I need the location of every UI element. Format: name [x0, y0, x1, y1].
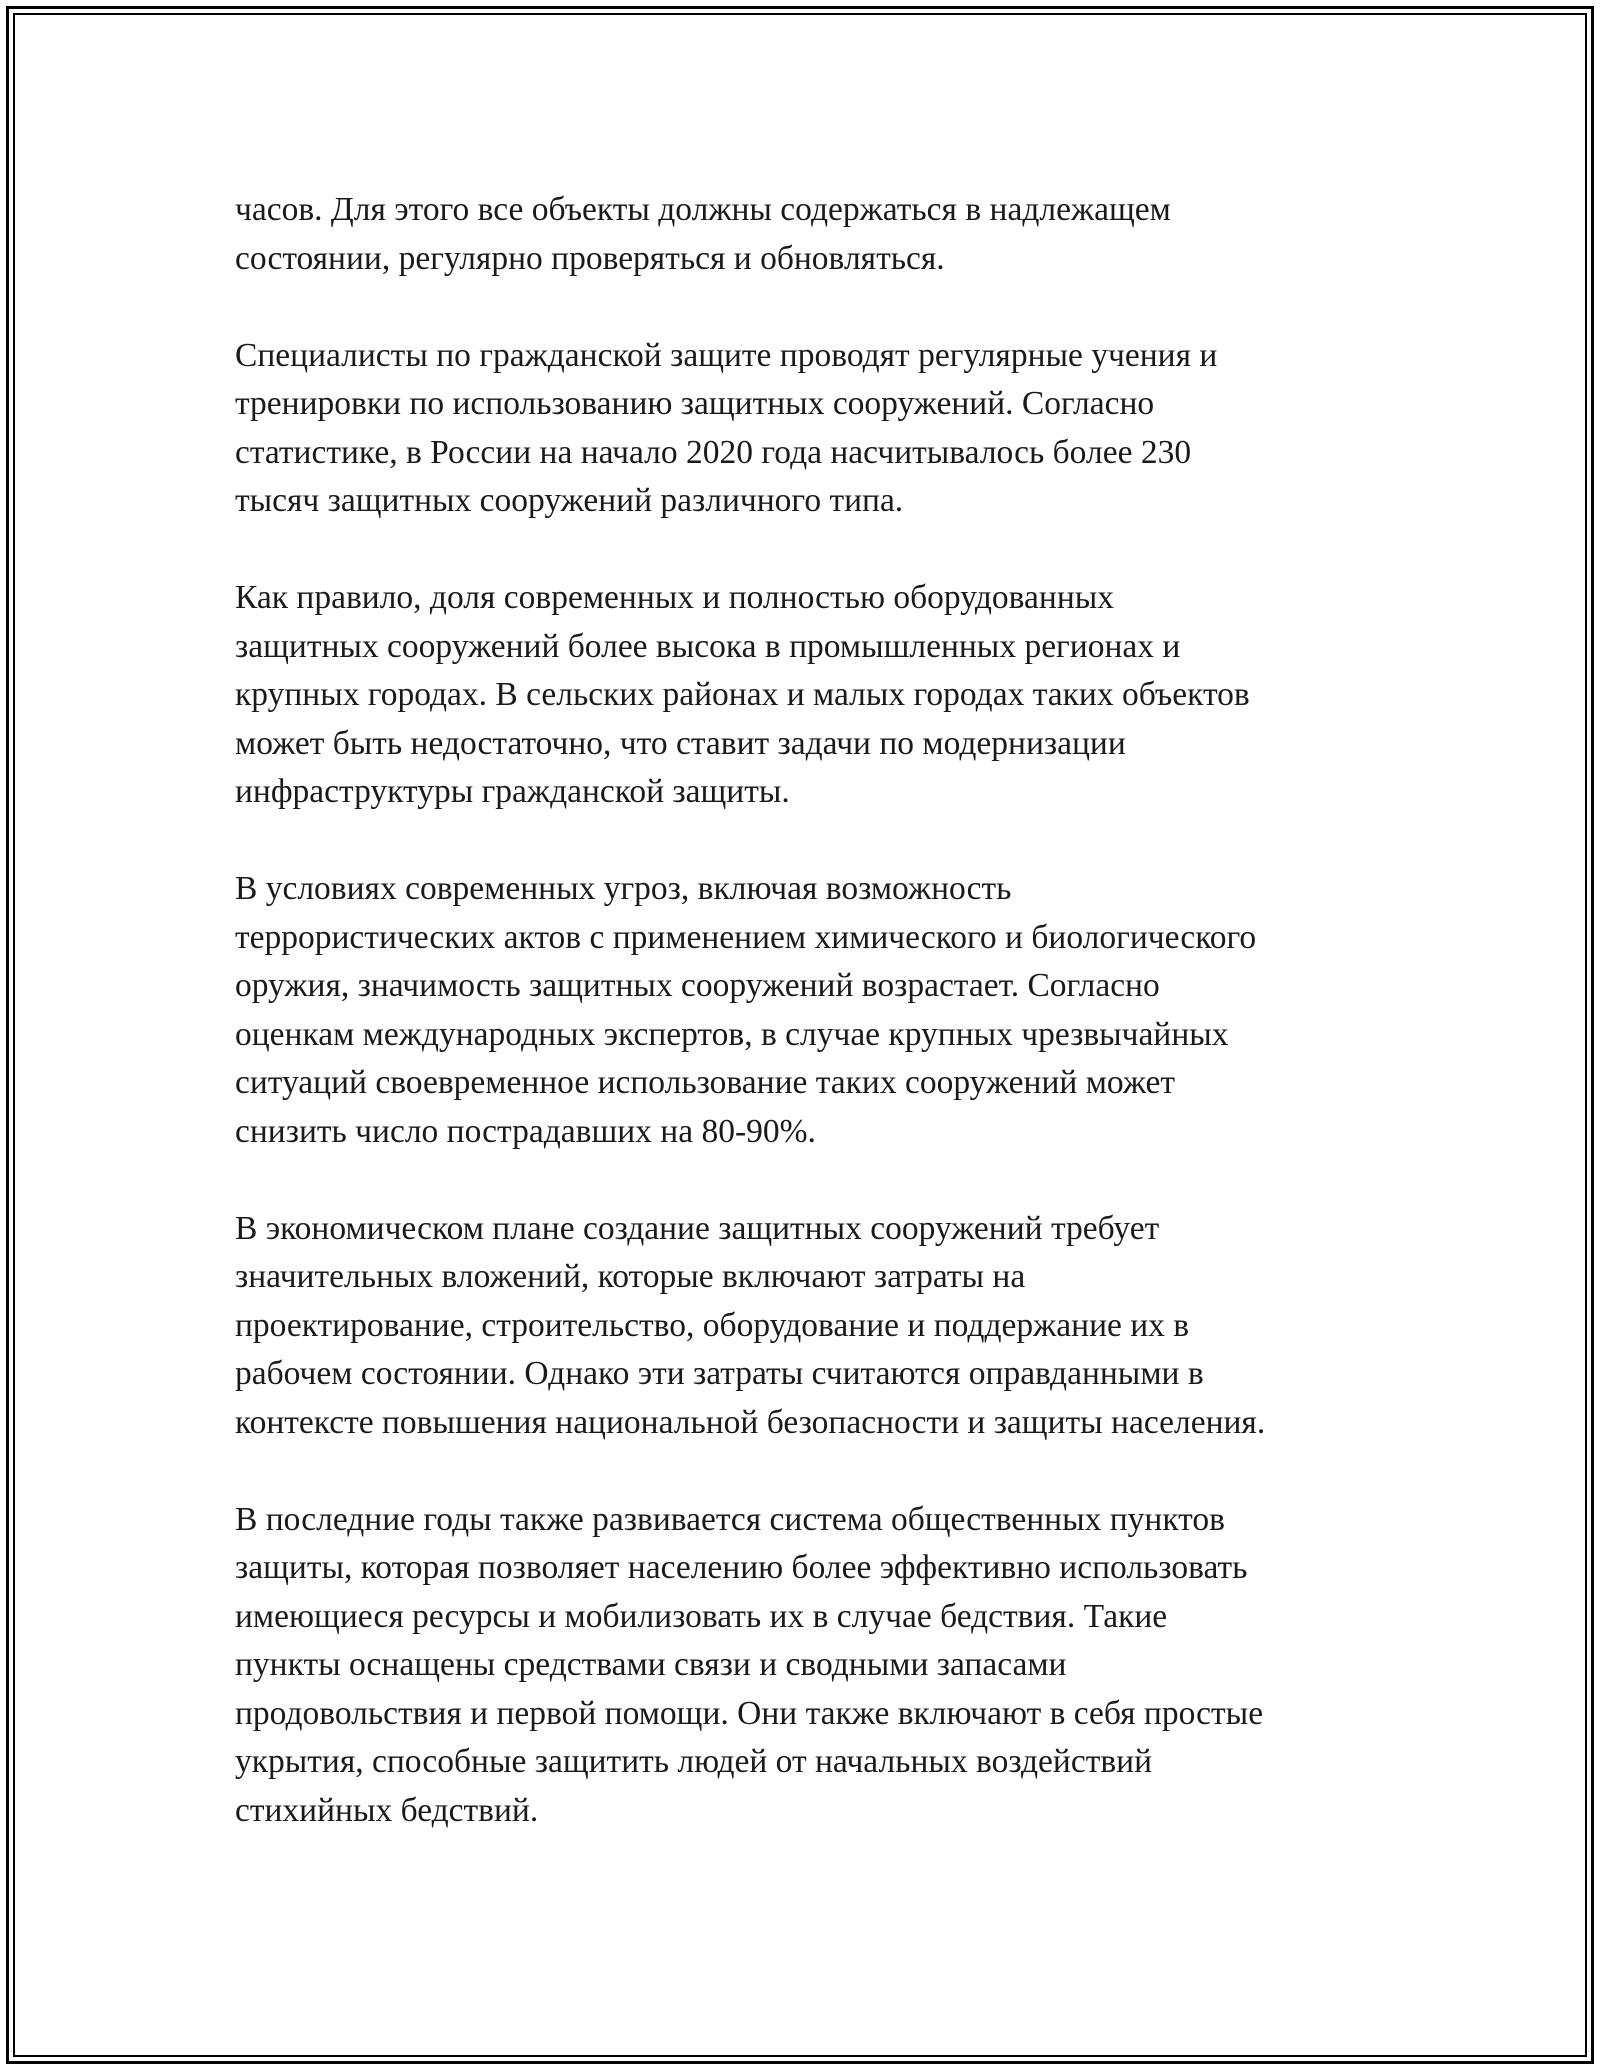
- text-line: тысяч защитных сооружений различного типа.: [235, 482, 904, 519]
- text-line: может быть недостаточно, что ставит задачи по модернизации: [235, 724, 1126, 762]
- text-line: В последние годы также развивается система общественных пунктов: [235, 1500, 1225, 1538]
- text-line: часов. Для этого все объекты должны содержаться в надлежащем: [235, 191, 1171, 228]
- text-line: Специалисты по гражданской защите проводят регулярные учения и: [235, 336, 1218, 374]
- text-line: укрытия, способные защитить людей от начальных воздействий: [235, 1743, 1153, 1780]
- text-line: В экономическом плане создание защитных сооружений требует: [235, 1209, 1160, 1247]
- text-line: снизить число пострадавших на 80-90%.: [235, 1112, 816, 1150]
- text-line: защиты, которая позволяет населению более эффективно использовать: [235, 1549, 1248, 1586]
- paragraph: [235, 332, 1375, 526]
- document-body: [235, 186, 1375, 1884]
- paragraph: [235, 574, 1375, 817]
- text-line: Как правило, доля современных и полностью оборудованных: [235, 579, 1114, 616]
- text-line: значительных вложений, которые включают затраты на: [235, 1258, 1026, 1295]
- text-line: тренировки по использованию защитных сооружений. Согласно: [235, 385, 1155, 422]
- text-line: состоянии, регулярно проверяться и обновляться.: [235, 239, 945, 277]
- text-line: террористических актов с применением химического и биологического: [235, 918, 1257, 956]
- paragraph: [235, 186, 1375, 283]
- text-line: инфраструктуры гражданской защиты.: [235, 773, 790, 810]
- text-line: проектирование, строительство, оборудование и поддержание их в: [235, 1306, 1190, 1344]
- text-line: защитных сооружений более высока в промышленных регионах и: [235, 627, 1181, 665]
- text-line: стихийных бедствий.: [235, 1791, 539, 1829]
- text-line: В условиях современных угроз, включая возможность: [235, 870, 1012, 907]
- text-line: статистике, в России на начало 2020 года насчитывалось более 230: [235, 433, 1192, 471]
- text-line: пункты оснащены средствами связи и сводными запасами: [235, 1646, 1067, 1683]
- paragraph: [235, 1205, 1375, 1448]
- text-line: рабочем состоянии. Однако эти затраты считаются оправданными в: [235, 1355, 1204, 1392]
- text-line: ситуаций своевременное использование таких сооружений может: [235, 1064, 1176, 1101]
- text-line: контексте повышения национальной безопасности и защиты населения.: [235, 1403, 1266, 1441]
- paragraph: [235, 1496, 1375, 1836]
- text-line: оценкам международных экспертов, в случае крупных чрезвычайных: [235, 1015, 1229, 1053]
- paragraph: [235, 865, 1375, 1156]
- text-line: имеющиеся ресурсы и мобилизовать их в случае бедствия. Такие: [235, 1597, 1168, 1635]
- text-line: продовольствия и первой помощи. Они также включают в себя простые: [235, 1694, 1264, 1732]
- text-line: оружия, значимость защитных сооружений возрастает. Согласно: [235, 967, 1160, 1004]
- text-line: крупных городах. В сельских районах и малых городах таких объектов: [235, 676, 1250, 713]
